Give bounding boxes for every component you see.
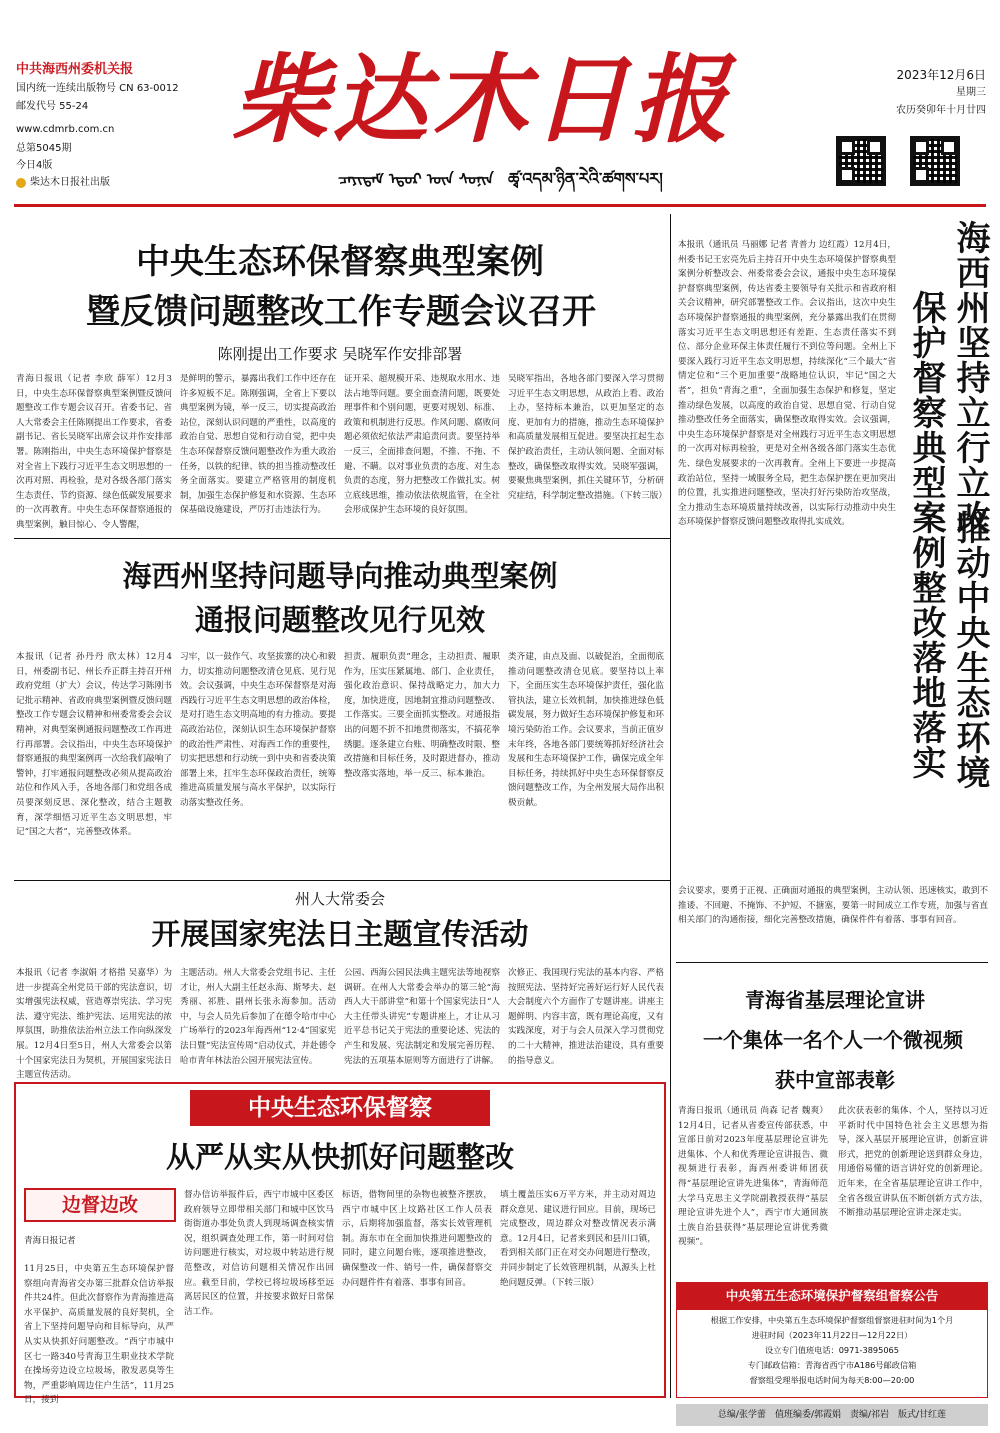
column-label: 边督边改 [61,1194,138,1216]
footer-credits: 总编/张学蕾 值班编委/郭霞娟 责编/祁岩 版式/甘红莲 [717,1410,947,1420]
issue-date: 2023年12月6日 [896,68,986,82]
publisher-row [16,174,216,191]
article4-col-3: 标语，借物间里的杂物也被整齐摆放，西宁市城中区上坟路社区工作人员表示，后期将加强监督，落实长效管理机制。海东市在全面加快推进问题整改的同时，建立问题台账，逐项推进整改，确保整改一件、销号一件，确保督察交办问题件件有着落、事事有回音。 [342,1190,492,1288]
mongolian-title: ᠴᠠᠶᠢᠳᠠᠮ ᠡᠳᠦᠷ ᠦᠨ ᠰᠣᠨᠢᠨ [338,170,494,188]
article1-headline-2: 暨反馈问题整改工作专题会议召开 [86,292,596,332]
tibetan-title: ཚྭ་འདམ་ཉིན་རེའི་ཚགས་པར། [508,169,663,188]
article3-col-4: 次修正、我国现行宪法的基本内容、严格按照宪法、坚持好完善好运行好人民代表大会制度六个方面作了专题讲座。讲座主题鲜明、内容丰富，既有理论高度，又有实践深度，对于与会人员深入学习贯彻党的二十大精神，推进法治建设，具有重要的指导意义。 [508,968,664,1066]
publisher-name: 柴达木日报社出版 [30,177,110,188]
weekday: 星期三 [956,87,986,98]
notice-line-3: 设立专门值班电话：0971-3895065 [765,1345,899,1355]
notice-line-4: 专门邮政信箱：青海省西宁市A186号邮政信箱 [747,1360,917,1370]
cn-number: 国内统一连续出版物号 CN 63-0012 [16,83,179,94]
article4-headline: 从严从实从快抓好问题整改 [165,1140,514,1174]
notice-line-2: 进驻时间（2023年11月22日—12月22日） [751,1330,913,1340]
article6-headline-1: 青海省基层理论宣讲 [745,988,925,1012]
issue-total: 总第5045期 [16,143,72,154]
article5-headline-2: 推动中央生态环境 [950,510,990,790]
article4-col-1: 11月25日，中央第五生态环境保护督察组向青海省交办第三批群众信访举报件共24件。但此次督察作为青海推进高水平保护、高质量发展的良好契机，全省上下坚持问题导向和目标导向，从严从实从快抓好问题整改。“西宁市城中区七一路340号青海卫生职业技术学院在操场旁边设立垃圾场，散发恶臭等生物，严重影响周边住户生活”，11月25日，接到 [24,1264,174,1406]
article1-col-2: 是鲜明的警示，暴露出我们工作中还存在许多短板不足。陈刚强调，全省上下要以典型案例为镜，举一反三，切实提高政治站位，深刻认识问题的严重性，以高度的政治自觉、思想自觉和行动自觉，把中央生态环保督察反馈问题整改作为重大政治任务，以铁的纪律、铁的担当推动整改任务全面落实。要建立严格管用的制度机制，加强生态保护修复和水资源、生态环保基础设施建设，严厉打击违法行为。 [180,374,336,516]
qr-code-icon [910,136,960,186]
article2-headline-2: 通报问题整改见行见效 [194,603,485,637]
article3-kicker: 州人大常委会 [294,890,385,908]
article6-headline-2: 一个集体一名个人一个微视频 [703,1028,963,1052]
notice-line-1: 根据工作安排，中央第五生态环境保护督察组督察进驻时间为1个月 [710,1315,954,1325]
website-link[interactable]: www.cdmrb.com.cn [16,124,115,135]
pages-today: 今日4版 [16,160,53,171]
article3-col-3: 公园、西海公园民法典主题宪法等地视察调研。在州人大常委会举办的第三轮“海西人大干部讲堂”和第十个国家宪法日“人大主任带头讲宪”专题讲座上，才让从习近平总书记关于宪法的重要论述、宪法的产生和发展、宪法制定和发展完善历程、宪法的五项基本原则等方面进行了讲解。 [344,968,500,1066]
section-divider [14,538,670,539]
masthead-left [16,60,216,191]
article4-banner: 中央生态环保督察 [190,1090,490,1126]
article1-headline-1: 中央生态环保督察典型案例 [136,242,544,282]
article4-byline: 青海日报记者 [24,1236,76,1246]
article1-col-4: 吴晓军指出，各地各部门要深入学习贯彻习近平生态文明思想，从政治上看、政治上办，坚持标本兼治，以更加坚定的态度、更加有力的措施，推动生态环境保护和高质量发展相互促进。要坚决扛起生态保护政治责任，主动认领问题、全面对标整改，确保整改取得实效。吴晓军强调，要聚焦典型案例，抓住关键环节，分析研究症结，科学制定整改措施。（下转三版） [508,374,667,501]
article2-col-3: 担责、履职负责”理念，主动担责、履职作为，压实压紧属地、部门、企业责任，强化政治意识、保持战略定力，加大力度，加快进度，因地制宜推动问题整改、工作落实。三要全面抓实整改。对通报指出的问题不折不扣地贯彻落实，不搞花拳绣腿。逐条建立台账、明确整改时限、整改措施和目标任务，及时跟进督办，推动整改落实落地，举一反三、标本兼治。 [344,652,500,779]
section-divider [676,962,988,963]
article5-body-2: 会议要求，要勇于正视、正确面对通报的典型案例，主动认领、迅速核实，敢到不推诿、不回避、不掩饰、不护短、不搪塞，要第一时间成立工作专班，加强与省直相关部门的沟通衔接，细化完善整改措施，确保件件有着落、事事有回音。 [678,886,988,926]
notice-title: 中央第五生态环境保护督察组督察公告 [676,1282,988,1310]
article4-col-4: 填土覆盖压实6万平方米，并主动对周边群众意见、建议进行回应。目前，现场已完成整改，周边群众对整改情况表示满意。12月4日，记者来到民和县川口镇，看到相关部门正在对交办问题进行整改，并同步制定了长效管理机制，从源头上杜绝问题反弹。（下转三版） [500,1190,656,1288]
footer-bar [676,1404,988,1426]
column-separator [670,214,671,1398]
article3-headline: 开展国家宪法日主题宣传活动 [151,917,529,951]
section-divider [14,880,670,881]
article2-col-2: 习牢，以一鼓作气、攻坚拔寨的决心和毅力，切实推动问题整改清仓见底、见行见效。会议强调，中央生态环保督察是对海西践行习近平生态文明思想的政治体检，是对打造生态文明高地的有力推动。要提高政治站位，深刻认识生态环境保护督察的政治性严肃性、对海西工作的重要性，切实把思想和行动统一到中央和省委决策部署上来，扛牢生态环保政治责任，统筹推进高质量发展与高水平保护，以实际行动落实整改任务。 [180,652,336,808]
article6-col-2: 此次获表彰的集体、个人，坚持以习近平新时代中国特色社会主义思想为指导，深入基层开展理论宣讲，创新宣讲形式，把党的创新理论送到群众身边，用通俗易懂的语言讲好党的创新理论。近年来，在全省基层理论宣讲工作中，全省各级宣讲队伍不断创新方式方法，不断推动基层理论宣讲走深走实。 [838,1106,988,1219]
article6-headline-3: 获中宣部表彰 [775,1068,895,1092]
article2-col-1: 本报讯（记者 孙丹丹 欣太林）12月4日，州委副书记、州长乔正群主持召开州政府党组（扩大）会议，传达学习陈刚书记批示精神、省政府典型案例暨反馈问题整改工作专题会议精神和州委常委会会议精神，对典型案例通报问题整改工作再进行再部署。会议指出，中央生态环境保护督察通报的典型案例再一次给我们敲响了警钟，打牢通报问题整改必须从提高政治站位和作风入手，各地各部门和党组各成员要深刻反思、深化整改，结合主题教育，深学细悟习近平生态文明思想，牢记“国之大者”，完善整改体系。 [16,652,172,838]
column-label-box [24,1188,176,1222]
article3-col-1: 本报讯（记者 李淑娟 才格措 吴嘉华）为进一步提高全州党员干部的宪法意识，切实增强宪法权威，营造尊崇宪法、学习宪法、遵守宪法、维护宪法、运用宪法的浓厚氛围，助推依法治州立法工作向纵深发展。12月4日至5日，州人大常委会以第十个国家宪法日为契机，开展国家宪法日主题宣传活动。 [16,968,172,1081]
notice-line-5: 督察组受理举报电话时间为每天8:00—20:00 [749,1375,915,1385]
organ-label: 中共海西州委机关报 [16,62,134,77]
newspaper-title: 柴达木日报 [232,43,732,156]
article1-col-1: 青海日报讯（记者 李欣 薛军）12月3日，中央生态环保督察典型案例暨反馈问题整改工作专题会议召开。省委书记、省人大常委会主任陈刚提出工作要求，省委副书记、省长吴晓军出席会议并作安排部署。陈刚指出，中央生态环境保护督察是对全省上下践行习近平生态文明思想的一次再对照、再检验，是对各级各部门落实生态责任、节约资源、绿色低碳发展要求的一次再教育。中央生态环保督察通报的典型案例，触目惊心、令人警醒， [16,374,172,530]
article6-col-1: 青海日报讯（通讯员 尚森 记者 魏爽）12月4日，记者从省委宣传部获悉，中宣部日前对2023年度基层理论宣讲先进集体、个人和优秀理论宣讲报告、微视频进行表彰，海西州委讲师团获得“基层理论宣讲先进集体”，青海师范大学马克思主义学院副教授获得“基层理论宣讲先进个人”，西宁市大通回族土族自治县获得“基层理论宣讲优秀微视频”。 [678,1106,828,1248]
article4-col-2: 督办信访举报件后，西宁市城中区委区政府领导立即带相关部门和城中区饮马街街道办事处负责人到现场调查核实情况，组织调查处理工作，第一时间对信访问题进行核实，对垃圾中转站进行规范整改，对信访问题相关情况作出回应。截至目前，学校已将垃圾场移至远离居民区的位置，并按要求做好日常保洁工作。 [184,1190,334,1317]
postal-code: 邮发代号 55-24 [16,101,89,112]
article2-col-4: 类齐建，由点及面、以破促治，全面彻底推动问题整改清仓见底。要坚持以上率下，全面压实生态环境保护责任，强化监管执法，建立长效机制，加快推进绿色低碳发展，努力做好生态环境保护修复和环境污染防治工作。会议要求，当前正值岁末年终，各地各部门要统筹抓好经济社会发展和生态环境保护工作，确保完成全年目标任务，持续抓好中央生态环保督察反馈问题整改工作，为全州发展大局作出积极贡献。 [508,652,664,808]
date-block [816,66,986,120]
lunar-date: 农历癸卯年十月廿四 [896,105,986,116]
qr-code-icon [836,136,886,186]
article5-headline-3: 保护督察典型案例整改落地落实 [906,290,946,780]
article3-col-2: 主题活动。州人大常委会党组书记、主任才让，州人大副主任赵永海、斯琴夫、赵秀丽、祁胜、副州长张永海参加。活动中，与会人员先后参加了在德令哈市中心广场举行的2023年海西州“12·4”国家宪法日暨“宪法宣传周”启动仪式，并赴德令哈市青年林法治公园开展宪法宣传。 [180,968,336,1066]
masthead-rule [14,204,986,207]
article1-subhead: 陈刚提出工作要求 吴晓军作安排部署 [217,345,463,363]
publisher-logo-icon [16,178,26,188]
article1-col-3: 证开采、超规模开采、违规取水用水、违法占地等问题。要全面查清问题，既要处理事件和个别问题，更要对规划、标准、政策和机制进行反思。作风问题、腐败问题必须依纪依法严肃追责问责。要坚持举一反三，全面排查问题，不推、不拖、不避、不瞒。以对事业负责的态度、对生态负责的态度，努力把整改工作做扎实。树立底线思维，推动依法依规监管，在全社会形成保护生态环境的良好氛围。 [344,374,500,516]
article5-body: 本报讯（通讯员 马丽娜 记者 青普力 边红霞）12月4日，州委书记王宏亮先后主持召开中央生态环境保护督察典型案例分析整改会、州委常委会会议，通报中央生态环境保护督察典型案例，传达省委主要领导有关批示和省政府相关会议精神，研究部署整改工作。会议指出，这次中央生态环境保护督察通报的典型案例，充分暴露出我们在贯彻落实习近平生态文明思想还有差距、生态责任落实不到位、部分企业环保主体责任履行不到位等问题。全州上下要深入践行习近平生态文明思想，持续深化“三个最大”省情定位和“三个更加重要”战略地位认识，牢记“国之大者”，担负“青海之重”，全面加强生态保护和修复，坚定推动绿色发展，以高度的政治自觉、思想自觉、行动自觉推动整改任务全面落实，确保整改取得实效。会议强调，中央生态环境保护督察是对全州践行习近平生态文明思想的一次再对标再检验，更是对全州各级各部门落实生态优先、绿色发展要求的一次再教育。全州上下要进一步提高政治站位，坚持一域服务全局，把生态保护摆在更加突出的位置，扎实推进问题整改，坚决打好污染防治攻坚战，全力推动生态环境质量持续改善，以实际行动推动中央生态环境保护督察反馈问题整改取得扎实成效。 [678,240,896,528]
article2-headline-1: 海西州坚持问题导向推动典型案例 [122,559,558,593]
article5-headline-1: 海西州坚持立行立改 [950,220,990,535]
